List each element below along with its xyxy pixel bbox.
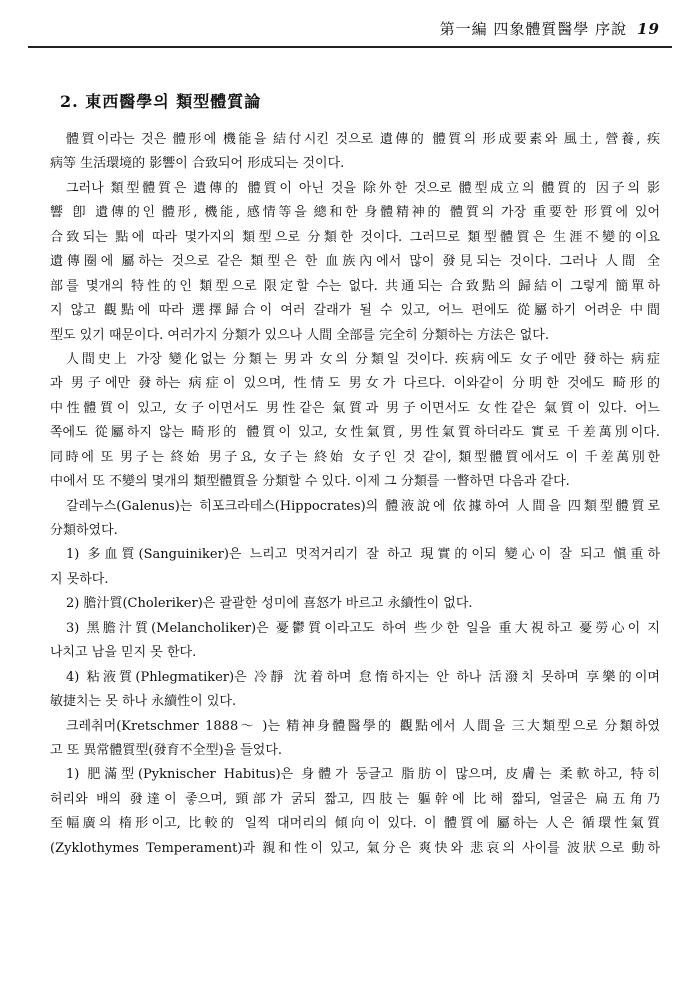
section-title: 2. 東西醫學의 類型體質論 (60, 92, 262, 111)
text-line: 크레취머(Kretschmer 1888～ )는 精神身體醫學的 觀點에서 人間을 三大類型으로 分類하였 (66, 718, 660, 734)
text-line: 部를 몇개의 特性的인 類型으로 限定할 수는 없다. 共通되는 合致點의 歸結이 그렇게 簡單하 (50, 278, 660, 294)
running-title: 第一編 四象體質醫學 序說 (439, 20, 628, 38)
text-line: 허리와 배의 發達이 좋으며, 頸部가 굵되 짧고, 四肢는 軀幹에 比해 짧되, 얼굴은 扁五角乃 (50, 791, 660, 807)
text-line: 쪽에도 從屬하지 않는 畸形的 體質이 있고, 女性氣質, 男性氣質하더라도 實로 千差萬別이다. (50, 425, 660, 441)
text-line: 至幅廣의 楕形이고, 比較的 일찍 대머리의 傾向이 있다. 이 體質에 屬하는 人은 循環性氣質 (50, 816, 660, 832)
text-line: 그러나 類型體質은 遺傳的 體質이 아닌 것을 除外한 것으로 體型成立의 體質的 因子의 影 (66, 180, 660, 196)
text-line: 과 男子에만 發하는 病症이 있으며, 性情도 男女가 다르다. 이와같이 分明한 것에도 畸形的 (50, 376, 660, 392)
text-line: 갈레누스(Galenus)는 히포크라테스(Hippocrates)의 體液說에 依據하여 人間을 四類型體質로 (66, 498, 660, 514)
text-line: 敏捷치는 못 하나 永續性이 있다. (50, 694, 237, 710)
text-line: 지 않고 觀點에 따라 選擇歸合이 여러 갈래가 될 수 있고, 어느 편에도 從屬하기 어려운 中間 (50, 303, 660, 319)
text-line: 1) 肥滿型(Pyknischer Habitus)은 身體가 둥글고 脂肪이 많으며, 皮膚는 柔軟하고, 特히 (66, 767, 660, 783)
text-line: 病等 生活環境的 影響이 合致되어 形成되는 것이다. (50, 156, 345, 172)
text-line: 合致되는 點에 따라 몇가지의 類型으로 分類한 것이다. 그러므로 類型體質은 生涯不變的이요 (50, 229, 660, 245)
text-line: 지 못하다. (50, 571, 109, 587)
running-header (440, 18, 660, 39)
text-line: 分類하였다. (50, 523, 118, 538)
text-line: 4) 粘液質(Phlegmatiker)은 冷靜 沈着하며 怠惰하지는 안 하나 活潑치 못하며 享樂的이며 (66, 669, 660, 685)
text-line: 人間史上 가장 變化없는 分類는 男과 女의 分類일 것이다. 疾病에도 女子에만 發하는 病症 (66, 351, 660, 367)
header-rule (28, 46, 672, 48)
text-line: 3) 黑膽汁質(Melancholiker)은 憂鬱質이라고도 하여 些少한 일을 重大視하고 憂勞心이 지 (66, 620, 660, 636)
text-line: 同時에 또 男子는 終始 男子요, 女子는 終始 女子인 것 같이, 類型體質에서도 이 千差萬別한 (50, 449, 660, 465)
text-line: 1) 多血質(Sanguiniker)은 느리고 멋적거리기 잘 하고 現實的이되 變心이 잘 되고 愼重하 (66, 547, 660, 563)
text-line: 遺傳圈에 屬하는 것으로 같은 類型은 한 血族內에서 많이 發見되는 것이다. 그러나 人間 全 (50, 254, 660, 270)
text-line: 體質이라는 것은 體形에 機能을 結付시킨 것으로 遺傳的 體質의 形成要素와 風土, 營養, 疾 (66, 132, 660, 147)
text-line: 2) 膽汁質(Choleriker)은 괄괄한 성미에 喜怒가 바르고 永續性이 없다. (66, 596, 473, 612)
text-line: 고 또 異常體質型(發育不全型)을 들었다. (50, 742, 283, 758)
text-line: 型도 있기 때문이다. 여러가지 分類가 있으나 人間 全部를 完全히 分類하는 方法은 없다. (50, 327, 549, 343)
body-text (50, 128, 660, 861)
text-line: 나치고 남을 믿지 못 한다. (50, 645, 197, 661)
text-line: 中性體質이 있고, 女子이면서도 男性같은 氣質과 男子이면서도 女性같은 氣質이 있다. 어느 (50, 400, 660, 416)
text-line: (Zyklothymes Temperament)과 親和性이 있고, 氣分은 爽快와 悲哀의 사이를 波狀으로 動하 (50, 840, 660, 856)
text-line: 中에서 또 不變의 몇개의 類型體質을 分類할 수 있다. 이제 그 分類를 一瞥하면 다음과 같다. (50, 474, 570, 490)
page-number: 19 (637, 20, 660, 38)
text-line: 響 卽 遺傳的인 體形, 機能, 感情等을 總和한 身體精神的 體質의 가장 重要한 形質에 있어 (50, 205, 660, 221)
